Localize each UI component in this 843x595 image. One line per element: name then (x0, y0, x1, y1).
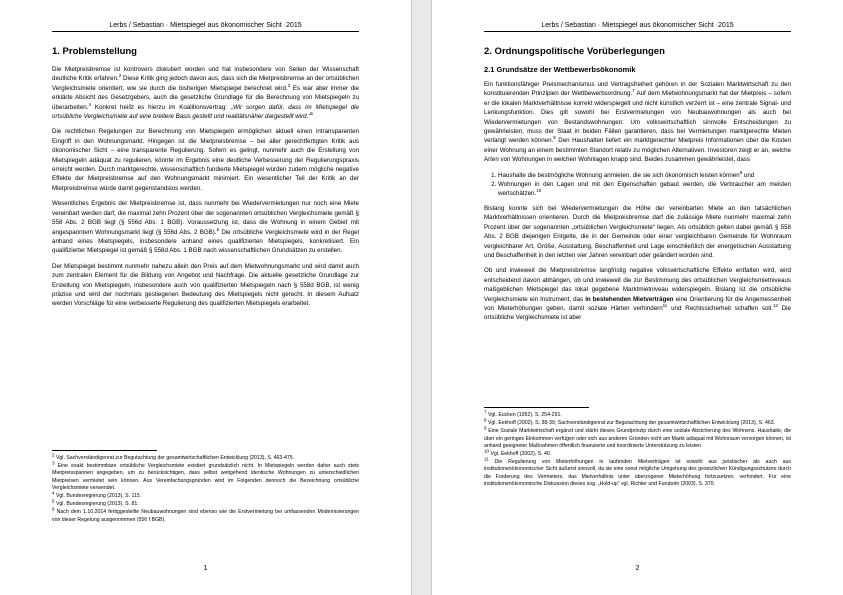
paragraph: Ein funktionsfähiger Preismechanismus und Vertragsfreiheit gehören in der Sozialen Marktwirtschaft zu den konstituierenden Prinzipien der Wettbewerbsordnung.$^7$ Auf dem Mietwohnungsmarkt hat der Mietpreis – sofern er die lokalen Marktverhältnisse korrekt widerspiegelt und nicht künstlich verzerrt ist – eine zentrale Signal- und Lenkungsfunktion. Dies gilt sowohl bei Erstvermietungen von Neubauwohnungen als auch bei Wiedervermietungen von Bestandswohnungen: Um volkswirtschaftlich sinnvolle Entscheidungen zu gewährleisten, muss der Staat in beiden Fällen garantieren, dass bei Vermietungen marktgerechte Mieten verlangt werden können.$^8$ Den Haushalten liefert ein marktgerechter Mietpreis Informationen über die Kosten einer Wohnung an einem bestimmten Standort relativ zu möglichen Alternativen. Investoren zeigt er an, welche Arten von Wohnungen in welchen Wohnlagen knapp sind. Beides zusammen gewährleistet, dass (484, 81, 792, 164)
footnote: $^{10}$ Vgl. Eekhoff (2002), S. 40. (484, 448, 552, 458)
paragraph: Ob und inwieweit die Mietpreisbremse langfristig negative volkswirtschaftliche Effekte entfalten wird, wird entscheidend davon abhängen, ob und inwieweit die zur Bestimmung des ortsüblichen Vergleichsmietniveaus maßgeblichen Mietspiegel das lokal gegebene Marktmietniveau widerspiegeln. Bislang ist die ortsübliche Vergleichsmiete ein Instrument, das in bestehenden Mietverträgen eine Orientierung für die Angemessenheit von Mieterhöhungen geben, damit soziale Härten verhindern$^{11}$ und Rechtssicherheit schaffen soll.$^{12}$ Die ortsübliche Vergleichsmiete ist aber (484, 267, 791, 322)
paragraph: Bislang konnte sich bei Wiedervermietungen die Höhe der vereinbarten Miete an den tatsächlichen Marktverhältnissen orientieren. Durch die Mietpreisbremse darf die zulässige Miete nunmehr maximal zehn Prozent über der sogenannten „ortsüblichen Vergleichsmiete“ liegen. Als ortsüblich gelten dabei gemäß § 558 Abs. 2 BGB diejenigen Entgelte, die in der Gemeinde oder einer vergleichbaren Gemeinde für Wohnraum vergleichbarer Art, Größe, Ausstattung, Beschaffenheit und Lage einschließlich der energetischen Ausstattung und Beschaffenheit in den letzten vier Jahren vereinbart oder geändert worden sind. (484, 204, 791, 259)
footnote-ref: 7 (632, 88, 635, 94)
paragraph: Die Mietpreisbremse ist kontrovers diskutiert worden und hat insbesondere von Seiten der Wissenschaft deutliche Kritik erfahren.$^2$ Diese Kritik ging jedoch davon aus, dass sich die Mietpreisbremse an der ortsüblichen Vergleichsmiete orientiert, wie sie durch die bisherigen Mietspiegel berechnet wird.$^3$ Es war aber immer die erklärte Absicht des Gesetzgebers, auch die gesetzliche Grundlage für die Berechnung von Mietspiegeln zu überarbeiten.$^4$ Konkret heißt es hierzu im Koalitionsvertrag: „Wir sorgen dafür, dass im Mietspiegel die ortsübliche Vergleichsmiete auf eine breitere Basis gestellt und realitätsnäher dargestellt wird.“$^5$ (52, 66, 359, 121)
footnote: $^5$ Vgl. Bundesregierung (2013), S. 81. (52, 498, 139, 508)
paragraph: Die rechtlichen Regelungen zur Berechnung von Mietspiegeln ermöglichen aktuell einen intransparenten Eingriff in den Wohnungsmarkt. Hingegen ist die Mietpreisbremse – bei aller gerechtfertigten Kritik aus ökonomischer Sicht – eine transparente Regulierung. Sofern es gelingt, nunmehr auch die Erstellung von Mietspiegeln adäquat zu regulieren, könnte im Ergebnis eine deutliche Verbesserung der Regulierungspraxis erreicht werden. Durch marktgerechte, wissenschaftlich fundierte Mietspiegel würden zudem mögliche negative Effekte der Mietpreisbremse auf den Wohnungsmarkt minimiert. Ein wesentlicher Teil der Kritik an der Mietpreisbremse würde damit gegenstandslos werden. (52, 128, 359, 192)
numbered-list (484, 171, 791, 199)
footnote-ref: 2 (118, 73, 122, 79)
footnote-ref: 6 (216, 226, 220, 232)
footnote-ref: 9 (739, 169, 743, 175)
footnote-number: 2 (52, 452, 55, 458)
footnote-ref: 10 (536, 188, 542, 194)
page-number: 2 (635, 565, 640, 572)
subsection-heading: 2.1 Grundsätze der Wettbewerbsökonomik (484, 65, 636, 74)
page-1-body (52, 46, 359, 315)
footnote-ref: 4 (88, 101, 91, 107)
footnote-number: 9 (484, 425, 487, 431)
footnote: $^4$ Vgl. Bundesregierung (2013), S. 115. (52, 490, 142, 500)
footnote-ref: 3 (287, 82, 291, 88)
page-number: 1 (203, 565, 208, 572)
running-head: Lerbs / Sebastian · Mietspiegel aus ökonomischer Sicht ·2015 (541, 22, 734, 29)
footnote-number: 6 (52, 506, 55, 512)
footnote: $^2$ Vgl. Sachverständigenrat zur Begutachtung der gesamtwirtschaftlichen Entwicklung (2013), S. 463-475. (52, 452, 295, 461)
footnote-number: 4 (52, 490, 55, 496)
footnote-number: 3 (52, 460, 55, 466)
footnote-number: 7 (484, 409, 487, 415)
footnote-rule (484, 407, 589, 408)
section-heading: 1. Problemstellung (52, 46, 137, 57)
emphasis-bold: in bestehenden Mietverträgen (585, 295, 674, 303)
running-head: Lerbs / Sebastian · Mietspiegel aus ökonomischer Sicht ·2015 (109, 22, 302, 29)
footnote: $^7$ Vgl. Eucken (1952), S. 254-291. (484, 409, 562, 418)
header-rule (52, 31, 359, 32)
page-1 (0, 0, 411, 595)
page-gutter (411, 0, 432, 595)
footnote: $^9$ Eine Soziale Marktwirtschaft ergänzt und stärkt dieses Grundprinzip durch eine soziale Absicherung des Wohnens. Haushalte, die über ein geringes Einkommen verfügen oder sich aus anderen Gründen nicht am Markt adäquat mit Wohnraum versorgen können, ist anhand geeigneter Maßnahmen öffentlich finanzierte und koordinierte Unterstützung zu leisten. (484, 425, 791, 449)
footnote: $^6$ Nach dem 1.10.2014 fertiggestellte Neubauwohnungen sind ebenso wie die Erstvermietung bei umfassenden Modernisierungen von dieser Regelung ausgenommen (556 f BGB). (52, 506, 359, 523)
header-rule (484, 31, 791, 32)
quote-italic: „Wir sorgen dafür, dass im Mietspiegel die ortsübliche Vergleichsmiete auf eine breitere Basis gestellt und realitätsnäher dargestellt wird.“ (52, 103, 359, 121)
footnote: $^{11}$ Die Regulierung von Mieterhöhungen in laufenden Mietverträgen ist sowohl aus juristischer als auch aus institutionenökonomischer Sicht äußerst sinnvoll, da sie eine sonst mögliche Umgehung des gesetzlichen Kündigungsschutzes durch die Forderung des Vermieters, das Mietverhältnis unter überzogener Mieterhöhung fortzusetzen, verhindert. Für eine institutionenökonomische Diskussion dieses sog. „Hold-up“ vgl. Richter und Furubotn (2003), S. 370. (484, 456, 791, 487)
footnote: $^3$ Eine exakt bestimmbare ortsübliche Vergleichsmiete existiert grundsätzlich nicht. In Mietspiegeln werden daher auch stets Mietpreisspannen angegeben, um zu berücksichtigen, dass selbst weitgehend identische Wohnungen zu unterschiedlichen Mietpreisen vermietet sein können. Aus Vereinfachungsgründen wird im Folgenden dennoch die Bezeichnung ortsübliche Vergleichsmiete verwendet. (52, 460, 359, 491)
footnote-ref: 12 (772, 302, 778, 308)
page-2-body (484, 46, 791, 329)
footnotes (52, 452, 359, 525)
footnote-ref: 5 (310, 110, 313, 116)
paragraph: Der Mietspiegel bestimmt nunmehr nahezu allein den Preis auf dem Mietwohnungsmarkt und wird damit auch zum zentralen Element für die Bildung von Angebot und Nachfrage. Die aktuelle gesetzliche Grundlage zur Erstellung von Mietspiegeln, insbesondere auch von qualifizierten Mietspiegeln nach § 558d BGB, ist wenig präzise und wird der nochmals gestiegenen Bedeutung des Mietspiegels nicht gerecht. In diesem Aufsatz werden Vorschläge für eine verbesserte Regulierung des qualifizierten Mietspiegels erarbeitet. (52, 262, 359, 308)
footnote-number: 5 (52, 498, 55, 504)
footnotes (484, 409, 791, 489)
footnote-number: 8 (484, 417, 487, 423)
list-item: 2. Wohnungen in den Lagen und mit den Eigenschaften gebaut werden, die Verbraucher am meisten wertschätzen.$^{10}$ (498, 180, 791, 199)
paragraph: Wesentliches Ergebnis der Mietpreisbremse ist, dass nunmehr bei Wiedervermietungen nur noch eine Miete vereinbart werden darf, die maximal zehn Prozent über der sogenannten ortsüblichen Vergleichsmiete gemäß § 558 Abs. 2 BGB liegt (§ 556d Abs. 1 BGB). Voraussetzung ist, dass die Wohnung in einem Gebiet mit angespanntem Wohnungsmarkt liegt (§ 556d Abs. 2 BGB).$^6$ Die ortsübliche Vergleichsmiete wird in der Regel anhand eines Mietspiegels, insbesondere anhand eines qualifizierten Mietspiegels, konkretisiert. Ein qualifizierter Mietspiegel ist gemäß § 558d Abs. 1 BGB nach wissenschaftlichen Grundsätzen zu erstellen. (52, 200, 359, 255)
page-2 (432, 0, 843, 595)
footnote: $^8$ Vgl. Eekhoff (2002), S. 38-39; Sachverständigenrat zur Begutachtung der gesamtwirtschaftlichen Entwicklung (2013), S. 463. (484, 417, 776, 427)
footnote-ref: 11 (662, 302, 668, 308)
footnote-number: 10 (484, 448, 490, 454)
section-heading: 2. Ordnungspolitische Vorüberlegungen (484, 46, 665, 57)
list-item: 1. Haushalte die bestmögliche Wohnung anmieten, die sie sich ökonomisch leisten können$^9$ und (498, 171, 791, 180)
footnote-ref: 8 (553, 135, 556, 141)
footnote-number: 11 (484, 456, 489, 462)
footnote-rule (52, 450, 157, 451)
